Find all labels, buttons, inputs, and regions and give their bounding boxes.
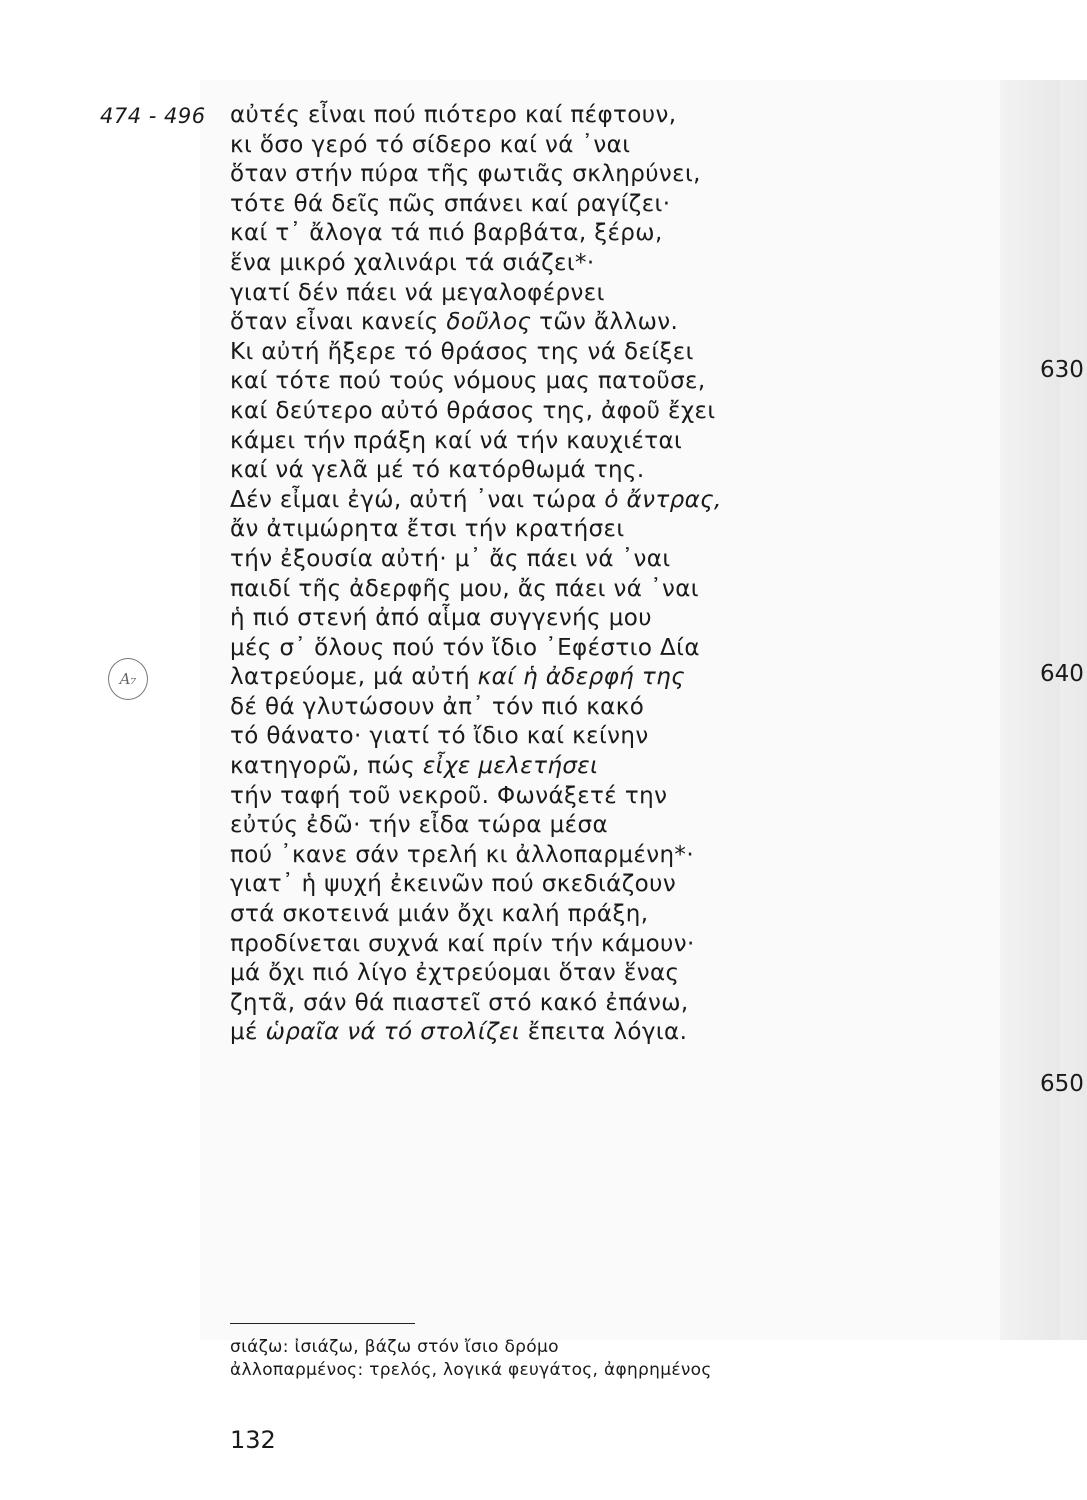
- verse-italic: ὡραῖα νά τό στολίζει: [265, 1019, 521, 1046]
- page-number: 132: [230, 1426, 276, 1454]
- verse-line: κι ὅσο γερό τό σίδερο καί νά ᾿ναι: [230, 131, 631, 158]
- verse-line: αὐτές εἶναι πού πιότερο καί πέφτουν,: [230, 102, 677, 128]
- verse-line: στά σκοτεινά μιάν ὄχι καλή πράξη,: [230, 901, 649, 928]
- verse-line: δέ θά γλυτώσουν ἀπ᾿ τόν πιό κακό: [230, 693, 645, 720]
- verse-line: [230, 752, 990, 782]
- verse-line: παιδί τῆς ἀδερφῆς μου, ἄς πάει νά ᾿ναι: [230, 575, 699, 602]
- footnote-rule: [230, 1323, 415, 1324]
- verse-segment: Δέν εἶμαι ἐγώ, αὐτή ᾿ναι τώρα: [230, 486, 605, 513]
- verse-italic: δοῦλος: [446, 309, 532, 336]
- verse-italic: ὁ ἄντρας,: [604, 486, 722, 513]
- verse-italic: εἶχε μελετήσει: [422, 753, 599, 780]
- footnote: σιάζω: ἰσιάζω, βάζω στόν ἴσιο δρόμο: [230, 1337, 559, 1357]
- verse-line: ὅταν στήν πύρα τῆς φωτιᾶς σκληρύνει,: [230, 161, 701, 188]
- verse-line: γιατί δέν πάει νά μεγαλοφέρνει: [230, 279, 605, 306]
- verse-italic: καί ἡ ἀδερφή της: [477, 664, 685, 691]
- verse-line: καί τότε πού τούς νόμους μας πατοῦσε,: [230, 368, 706, 395]
- verse-line: μά ὄχι πιό λίγο ἐχτρεύομαι ὅταν ἕνας: [230, 960, 680, 987]
- verse-line: ἄν ἀτιμώρητα ἔτσι τήν κρατήσει: [230, 516, 625, 543]
- verse-segment: λατρεύομε, μά αὐτή: [230, 664, 478, 691]
- footnotes: [230, 1336, 712, 1382]
- verse-line: τό θάνατο· γιατί τό ἴδιο καί κείνην: [230, 723, 649, 750]
- verse-line: [230, 663, 990, 693]
- verse-text: [230, 101, 990, 1048]
- verse-line: [230, 308, 990, 338]
- verse-line: ζητᾶ, σάν θά πιαστεῖ στό κακό ἐπάνω,: [230, 989, 689, 1016]
- verse-line: [230, 1018, 990, 1048]
- line-number-630: 630: [1040, 357, 1084, 383]
- verse-line: γιατ᾿ ἡ ψυχή ἐκεινῶν πού σκεδιάζουν: [230, 871, 677, 898]
- line-number-640: 640: [1040, 661, 1084, 687]
- verse-line: τήν ἐξουσία αὐτή· μ᾿ ἄς πάει νά ᾿ναι: [230, 545, 671, 572]
- verse-line: καί δεύτερο αὐτό θράσος της, ἀφοῦ ἔχει: [230, 397, 716, 424]
- verse-segment: μέ: [230, 1019, 266, 1046]
- verse-segment: ἔπειτα λόγια.: [520, 1019, 688, 1046]
- verse-line: [230, 486, 990, 516]
- verse-line: ἕνα μικρό χαλινάρι τά σιάζει*·: [230, 249, 595, 276]
- verse-line: κάμει τήν πράξη καί νά τήν καυχιέται: [230, 427, 683, 454]
- verse-line: μές σ᾿ ὅλους πού τόν ἴδιο ᾿Εφέστιο Δία: [230, 634, 700, 661]
- verse-line: προδίνεται συχνά καί πρίν τήν κάμουν·: [230, 930, 695, 957]
- verse-segment: κατηγορῶ, πώς: [230, 753, 423, 780]
- verse-line: τότε θά δεῖς πῶς σπάνει καί ραγίζει·: [230, 190, 671, 217]
- verse-line: πού ᾿κανε σάν τρελή κι ἀλλοπαρμένη*·: [230, 841, 695, 868]
- footnote: ἀλλοπαρμένος: τρελός, λογικά φευγάτος, ἀφηρημένος: [230, 1360, 712, 1380]
- line-number-650: 650: [1040, 1071, 1084, 1097]
- verse-line: ἡ πιό στενή ἀπό αἷμα συγγενής μου: [230, 605, 652, 632]
- handwritten-margin-note: A₇: [108, 658, 148, 700]
- verse-line: Κι αὐτή ἤξερε τό θράσος της νά δείξει: [230, 338, 694, 365]
- verse-line: τήν ταφή τοῦ νεκροῦ. Φωνάξετέ την: [230, 782, 668, 809]
- verse-line: εὐτύς ἐδῶ· τήν εἶδα τώρα μέσα: [230, 812, 609, 839]
- verse-line: καί νά γελᾶ μέ τό κατόρθωμά της.: [230, 457, 645, 484]
- verse-segment: ὅταν εἶναι κανείς: [230, 309, 447, 336]
- verse-segment: τῶν ἄλλων.: [531, 309, 679, 336]
- line-range: 474 - 496: [100, 104, 206, 128]
- verse-line: καί τ᾿ ἄλογα τά πιό βαρβάτα, ξέρω,: [230, 220, 663, 247]
